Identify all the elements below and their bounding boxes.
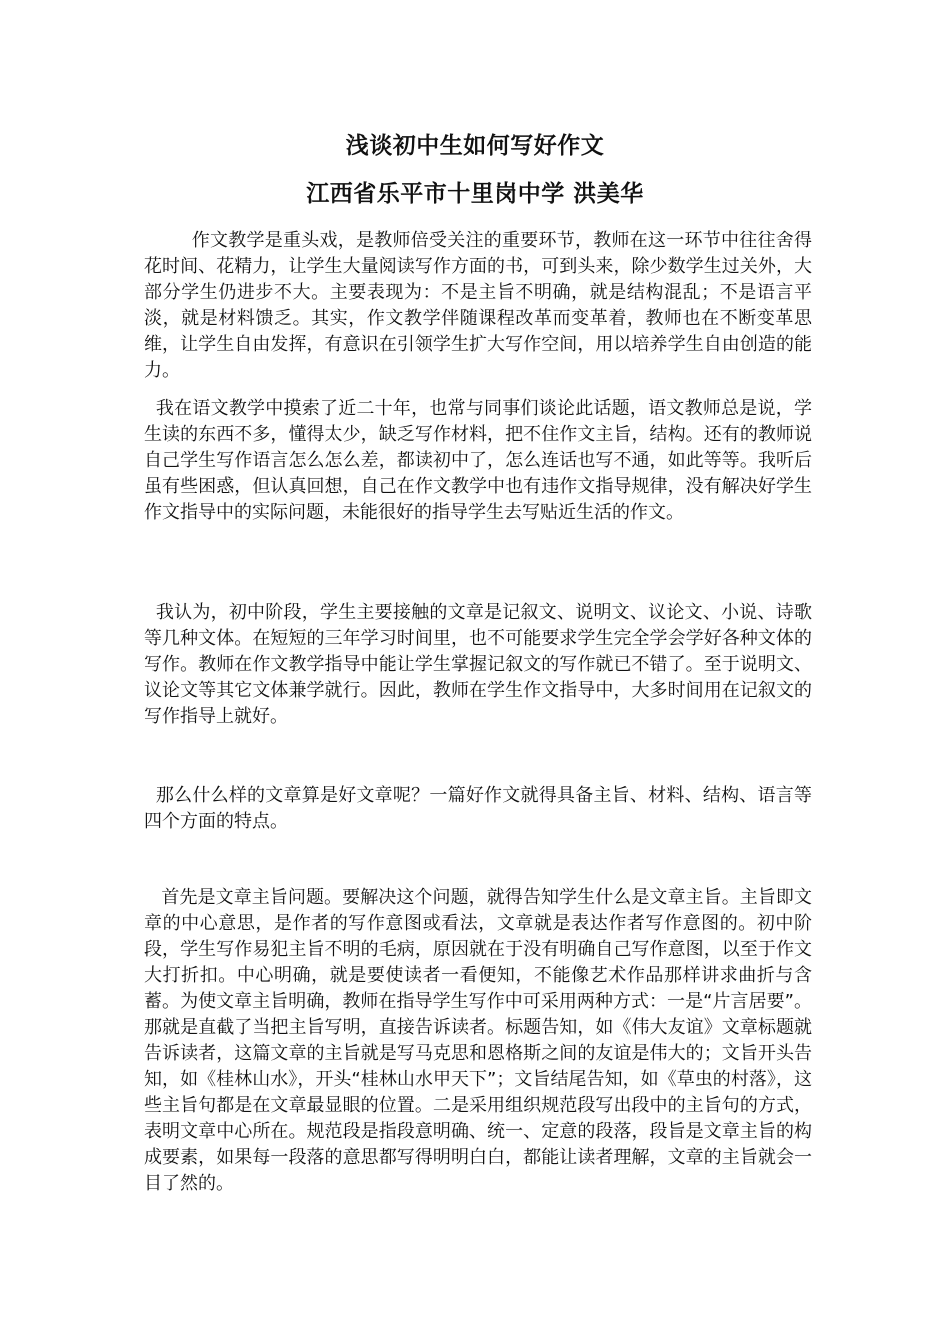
paragraph-theme: 首先是文章主旨问题。要解决这个问题，就得告知学生什么是文章主旨。主旨即文章的中心意思，是作者的写作意图或看法，文章就是表达作者写作意图的。初中阶段，学生写作易犯主旨不明的毛病，原因就在于没有明确自己写作意图，以至于作文大打折扣。中心明确，就是要使读者一看便知，不能像艺术作品那样讲求曲折与含蓄。为使文章主旨明确，教师在指导学生写作中可采用两种方式：一是“片言居要”。那就是直截了当把主旨写明，直接告诉读者。标题告知，如《伟大友谊》文章标题就告诉读者，这篇文章的主旨就是写马克思和恩格斯之间的友谊是伟大的；文旨开头告知，如《桂林山水》，开头“桂林山水甲天下”；文旨结尾告知，如《草虫的村落》，这些主旨句都是在文章最显眼的位置。二是采用组织规范段写出段中的主旨句的方式，表明文章中心所在。规范段是指段意明确、统一、定意的段落，段旨是文章主旨的构成要素，如果每一段落的意思都写得明明白白，都能让读者理解，文章的主旨就会一目了然的。 <box>144 887 812 1194</box>
paragraph-experience: 我在语文教学中摸索了近二十年，也常与同事们谈论此话题，语文教师总是说，学生读的东西不多，懂得太少，缺乏写作材料，把不住作文主旨，结构。还有的教师说自己学生写作语言怎么怎么差，都读初中了，怎么连话也写不通，如此等等。我听后虽有些困惑，但认真回想，自己在作文教学中也有违作文指导规律，没有解决好学生作文指导中的实际问题，未能很好的指导学生去写贴近生活的作文。 <box>144 398 812 523</box>
document-title: 浅谈初中生如何写好作文 <box>345 133 605 159</box>
paragraph-intro: 作文教学是重头戏，是教师倍受关注的重要环节，教师在这一环节中往往舍得花时间、花精力，让学生大量阅读写作方面的书，可到头来，除少数学生过关外，大部分学生仍进步不大。主要表现为：不是主旨不明确，就是结构混乱；不是语言平淡，就是材料馈乏。其实，作文教学伴随课程改革而变革着，教师也在不断变革思维，让学生自由发挥，有意识在引领学生扩大写作空间，用以培养学生自由创造的能力。 <box>144 230 813 381</box>
paragraph-genres: 我认为，初中阶段，学生主要接触的文章是记叙文、说明文、议论文、小说、诗歌等几种文体。在短短的三年学习时间里，也不可能要求学生完全学会学好各种文体的写作。教师在作文教学指导中能让学生掌握记叙文的写作就已不错了。至于说明文、议论文等其它文体兼学就行。因此，教师在学生作文指导中，大多时间用在记叙文的写作指导上就好。 <box>144 602 812 727</box>
paragraph-good-essay: 那么什么样的文章算是好文章呢？一篇好作文就得具备主旨、材料、结构、语言等四个方面的特点。 <box>144 785 812 832</box>
document-author-line: 江西省乐平市十里岗中学 洪美华 <box>306 181 644 207</box>
